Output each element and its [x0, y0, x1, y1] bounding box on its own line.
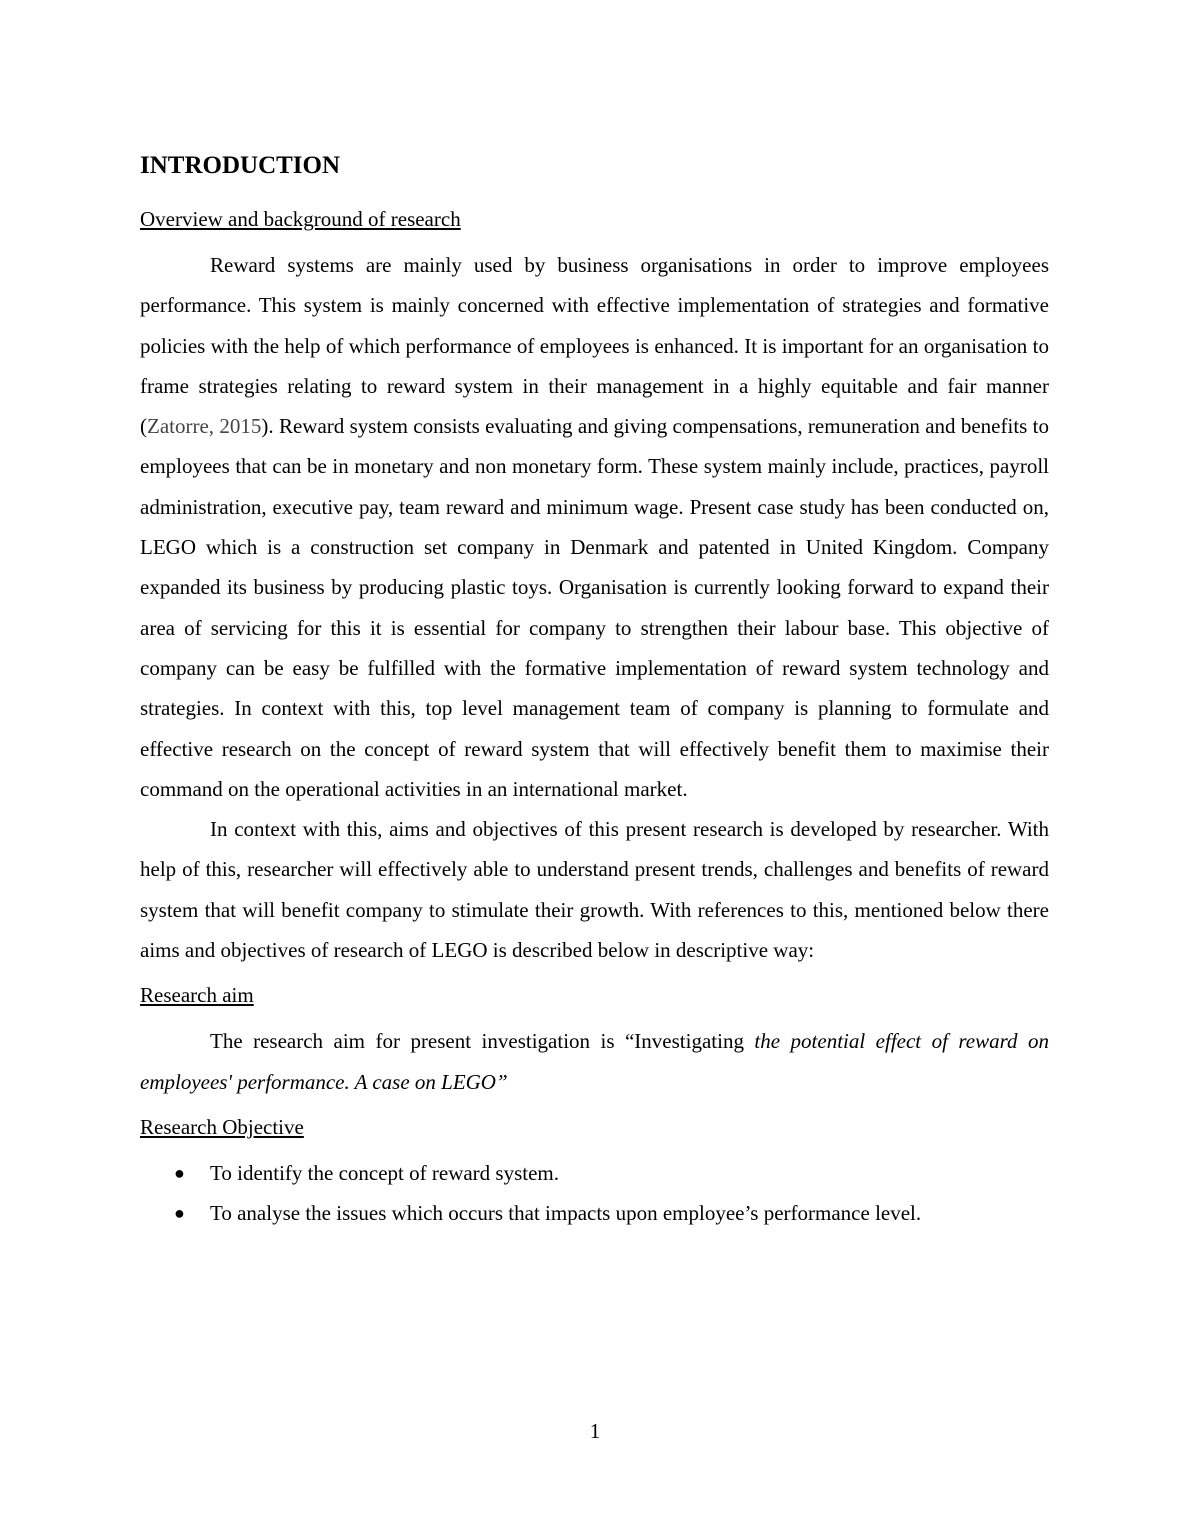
- overview-paragraph-1-text-a: Reward systems are mainly used by business organisations in order to improve employees performance. This system is mainly concerned with effective implementation of strategies and formative policies with the help of which performance of employees is enhanced. It is important for an organisation to frame strategies relating to reward system in their management in a highly equitable and fair manner (: [140, 253, 1049, 439]
- list-item-text: To identify the concept of reward system.: [210, 1160, 560, 1185]
- overview-paragraph-1: [140, 245, 1049, 809]
- spacer: [140, 970, 1049, 982]
- overview-paragraph-1-text-b: ). Reward system consists evaluating and giving compensations, remuneration and benefits to employees that can be in monetary and non monetary form. These system mainly include, practices, payroll administration, executive pay, team reward and minimum wage. Present case study has been conducted on, LEGO which is a construction set company in Denmark and patented in United Kingdom. Company expanded its business by producing plastic toys. Organisation is currently looking forward to expand their area of servicing for this it is essential for company to strengthen their labour base. This objective of company can be easy be fulfilled with the formative implementation of reward system technology and strategies. In context with this, top level management team of company is planning to formulate and effective research on the concept of reward system that will effectively benefit them to maximise their command on the operational activities in an international market.: [140, 414, 1049, 801]
- section-heading: INTRODUCTION: [140, 152, 341, 179]
- research-aim-emphasis: the potential effect of reward on employees' performance. A case on LEGO”: [140, 1029, 1049, 1094]
- research-aim-paragraph: [140, 1021, 1049, 1102]
- research-aim-lead: The research aim for present investigation is “Investigating: [210, 1029, 755, 1054]
- spacer: [140, 1102, 1049, 1114]
- citation: Zatorre, 2015: [147, 414, 262, 439]
- list-item: [140, 1193, 1049, 1233]
- overview-paragraph-2: In context with this, aims and objectives of this present research is developed by researcher. With help of this, researcher will effectively able to understand present trends, challenges and benefits of reward system that will benefit company to stimulate their growth. With references to this, mentioned below there aims and objectives of research of LEGO is described below in descriptive way:: [140, 817, 1049, 963]
- overview-subheading: Overview and background of research: [140, 207, 461, 231]
- list-item: [140, 1153, 1049, 1193]
- objectives-list: [140, 1153, 1049, 1233]
- bullet-icon: ●: [174, 1202, 185, 1223]
- bullet-icon: ●: [174, 1162, 185, 1183]
- research-aim-subheading: Research aim: [140, 983, 254, 1008]
- page-number: 1: [589, 1419, 601, 1443]
- document-page: [140, 148, 1049, 1233]
- list-item-text: To analyse the issues which occurs that impacts upon employee’s performance level.: [210, 1200, 922, 1225]
- research-objective-subheading: Research Objective: [140, 1114, 304, 1139]
